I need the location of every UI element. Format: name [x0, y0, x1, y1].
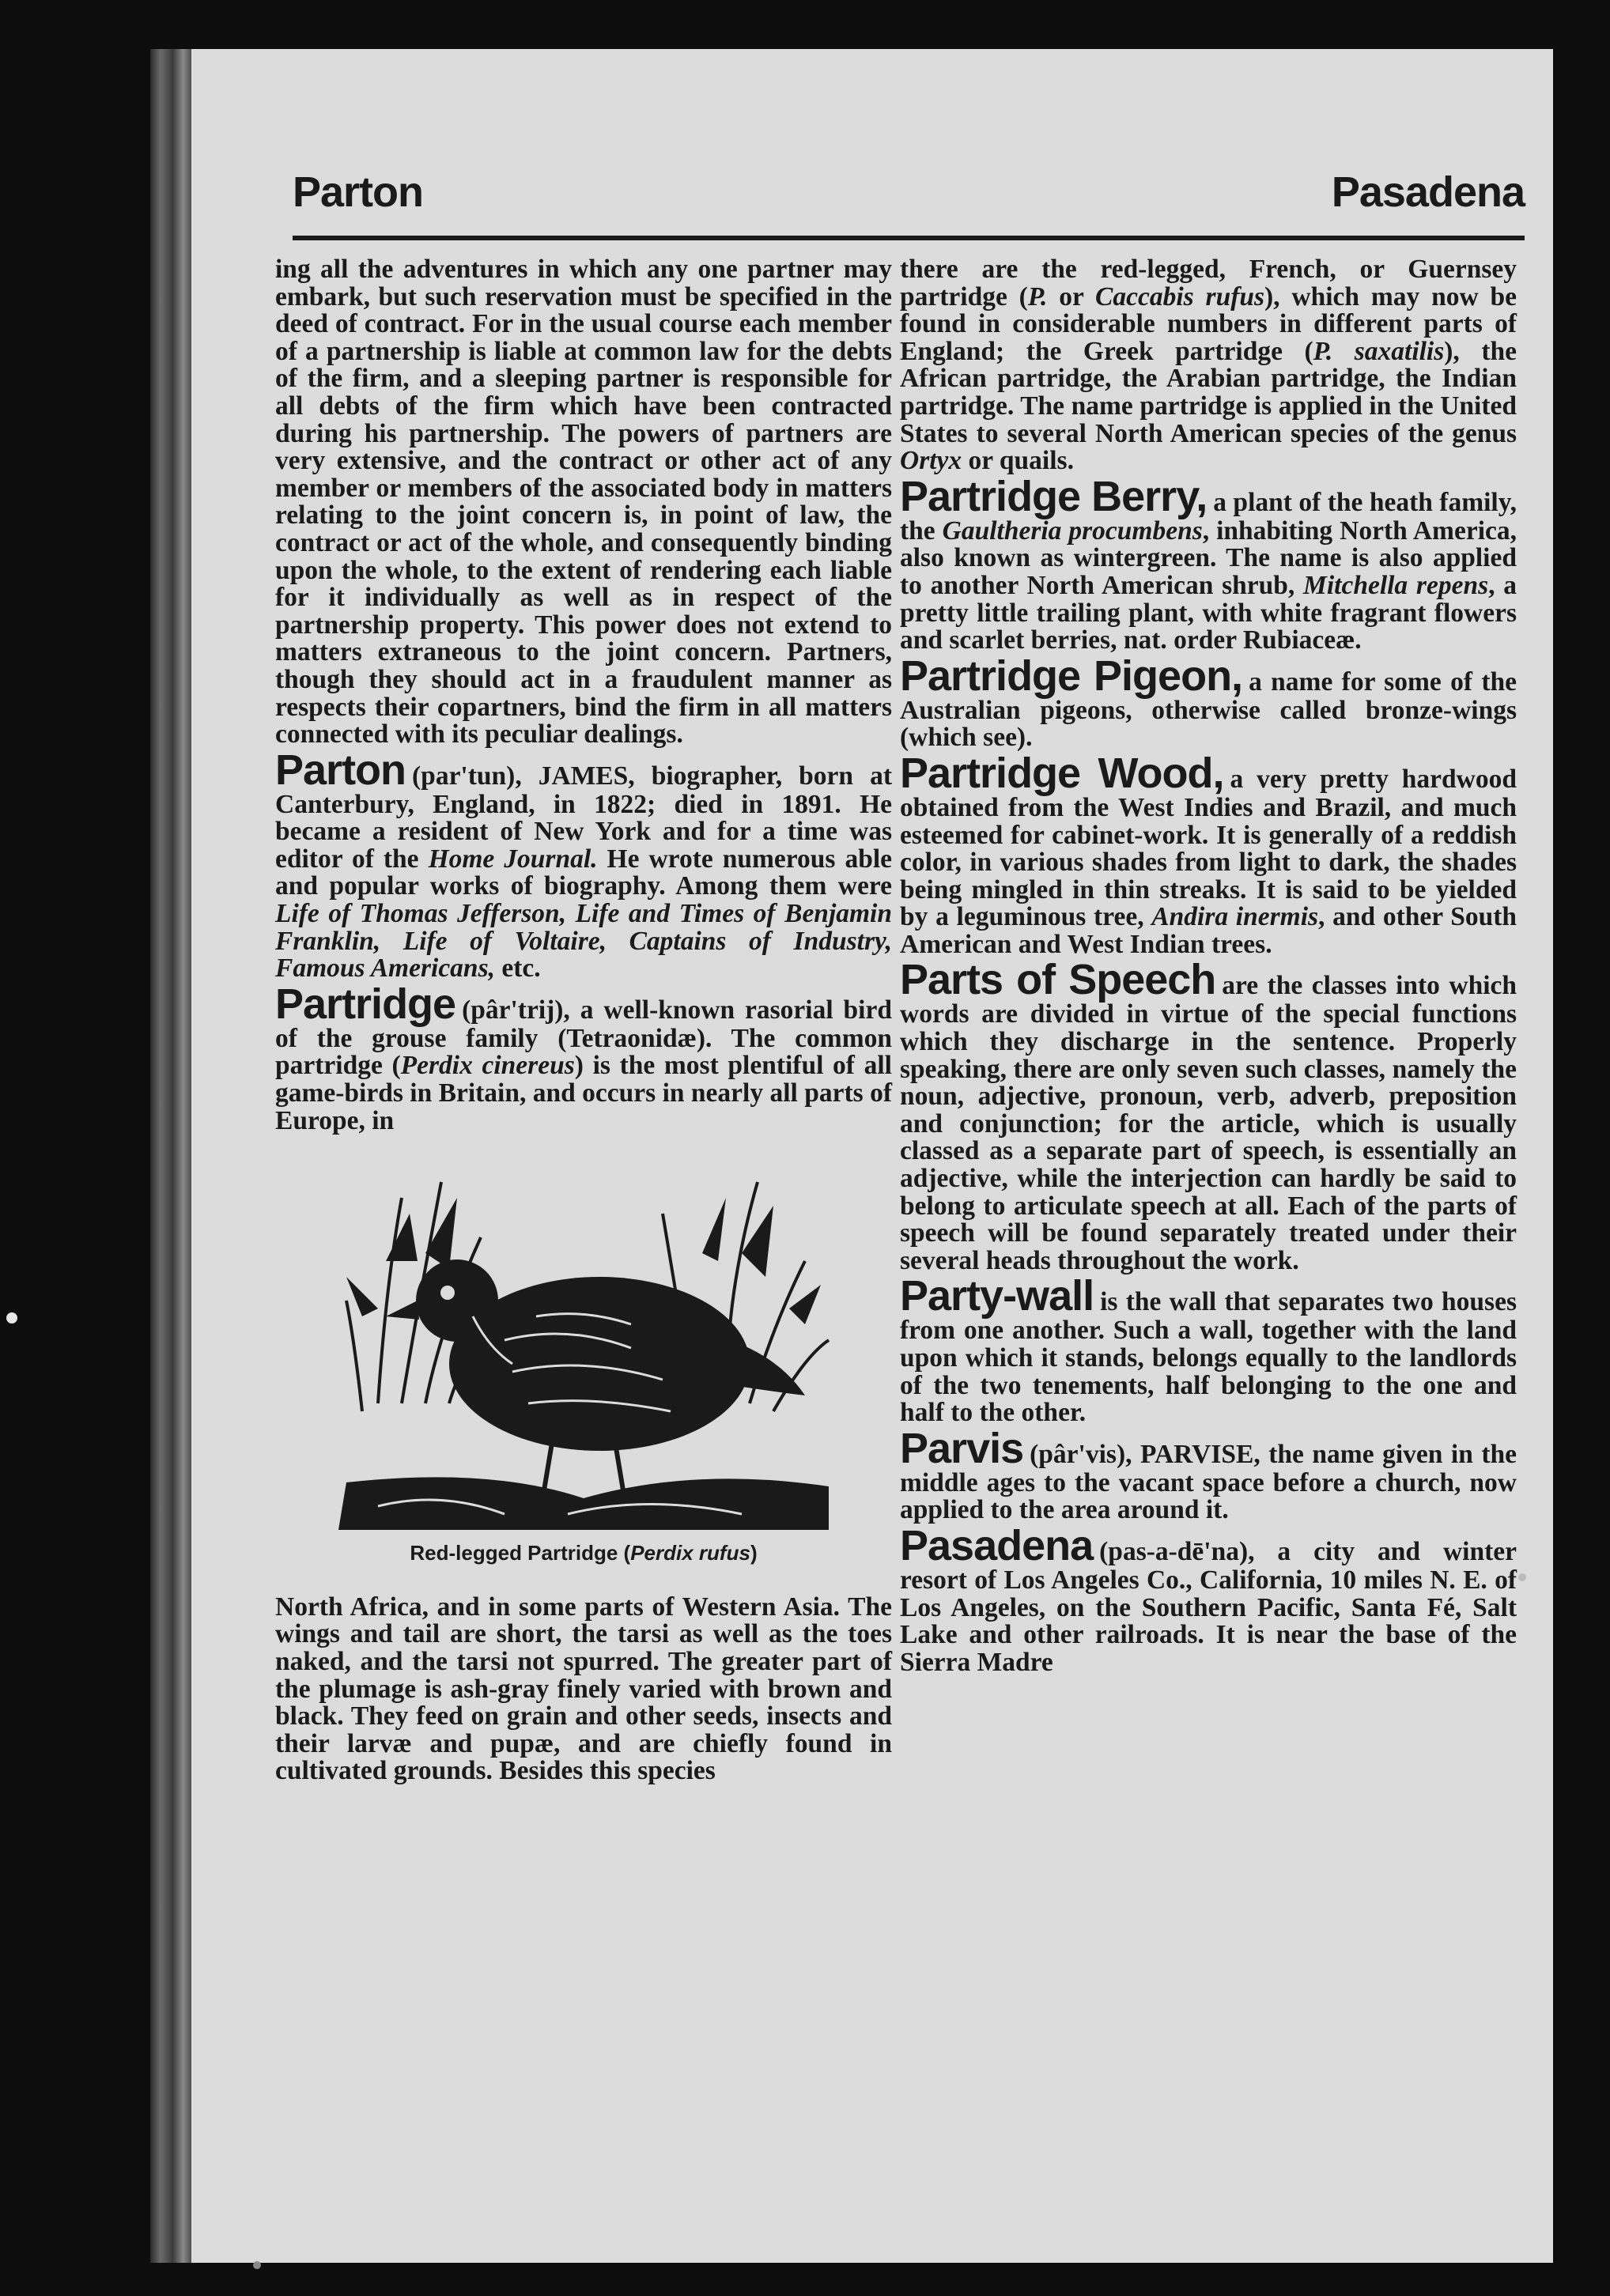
entry-partridge: Partridge (pâr'trij), a well-known rasorial bird of the grouse family (Tetraonidæ). The common partridge (Perdix cinereus) is the most plentiful of all game-birds in Britain, and occurs in nearly all parts of Europe, in — [275, 980, 892, 1135]
scan-speck — [6, 1312, 17, 1324]
partridge-engraving — [331, 1166, 837, 1530]
entry-partridge-wood: Partridge Wood, a very pretty hardwood obtained from the West Indies and Brazil, and much esteemed for cabinet-work. It is generally of a reddish color, in various shades from light to dark, the shades being mingled in thin streaks. It is said to be yielded by a leguminous tree, Andira inermis, and other South American and West Indian trees. — [900, 749, 1517, 959]
entry-partridge-berry: Partridge Berry, a plant of the heath family, the Gaultheria procumbens, inhabiting North America, also known as wintergreen. The name is also applied to another North American shrub, Mitchella repens, a pretty little trailing plant, with white fragrant flowers and scarlet berries, nat. order Rubiaceæ. — [900, 472, 1517, 655]
entry-heading-parton: Parton — [275, 746, 406, 794]
entry-pasadena: Pasadena (pas-a-dē'na), a city and winter resort of Los Angeles Co., California, 10 miles N. E. of Los Angeles, on the Southern Pacific, Santa Fé, Salt Lake and other railroads. It is near the base of the Sierra Madre — [900, 1521, 1517, 1677]
book-page — [191, 49, 1553, 2263]
entry-heading-partridge-wood: Partridge Wood, — [900, 749, 1224, 797]
scan-speck — [1518, 1573, 1526, 1581]
header-rule — [293, 236, 1525, 240]
entry-parts-of-speech: Parts of Speech are the classes into which words are divided in virtue of the special functions which they discharge in the sentence. Properly speaking, there are only seven such classes, namely the noun, adjective, pronoun, verb, adverb, preposition and conjunction; for the article, which is usually classed as a separate part of speech, is essentially an adjective, while the interjection can hardly be said to belong to articulate speech at all. Each of the parts of speech will be found separately treated under their several heads throughout the work. — [900, 956, 1517, 1275]
entry-heading-partridge-pigeon: Partridge Pigeon, — [900, 651, 1243, 700]
entry-heading-partridge-berry: Partridge Berry, — [900, 472, 1208, 520]
partridge-illustration — [331, 1166, 837, 1530]
entry-parton: Parton (par'tun), JAMES, biographer, born at Canterbury, England, in 1822; died in 1891. He became a resident of New York and for a time was editor of the Home Journal. He wrote numerous able and popular works of biography. Among them were Life of Thomas Jefferson, Life and Times of Benjamin Franklin, Life of Voltaire, Captains of Industry, Famous Americans, etc. — [275, 746, 893, 984]
left-column — [275, 256, 892, 1785]
partridge-continuation: North Africa, and in some parts of Western Asia. The wings and tail are short, the tarsi as well as the toes naked, and the tarsi not spurred. The greater part of the plumage is ash-gray finely varied with brown and black. They feed on grain and other seeds, insects and their larvæ and pupæ, and are chiefly found in cultivated grounds. Besides this species — [275, 1592, 892, 1786]
partridge-species-continuation: there are the red-legged, French, or Guernsey partridge (P. or Caccabis rufus), which may now be found in considerable numbers in different parts of England; the Greek partridge (P. saxatilis), the African partridge, the Arabian partridge, the Indian partridge. The name partridge is applied in the United States to several North American species of the genus Ortyx or quails. — [900, 255, 1517, 476]
figure-caption: Red-legged Partridge (Perdix rufus) — [410, 1541, 758, 1565]
entry-heading-parvis: Parvis — [900, 1424, 1024, 1472]
entry-heading-party-wall: Party-wall — [900, 1272, 1094, 1320]
book-spine-edge — [150, 49, 191, 2263]
scan-speck — [253, 2261, 261, 2269]
header-left-guideword: Parton — [293, 168, 424, 216]
entry-parvis: Parvis (pâr'vis), PARVISE, the name given in the middle ages to the vacant space before a church, now applied to the area around it. — [900, 1424, 1517, 1525]
header-right-guideword: Pasadena — [1331, 168, 1525, 216]
entry-partridge-pigeon: Partridge Pigeon, a name for some of the Australian pigeons, otherwise called bronze-wings (which see). — [900, 651, 1517, 753]
entry-heading-partridge: Partridge — [275, 980, 456, 1028]
entry-party-wall: Party-wall is the wall that separates two houses from one another. Such a wall, together with the land upon which it stands, belongs equally to the landlords of the two tenements, half belonging to the one and half to the other. — [900, 1272, 1517, 1428]
partnership-continuation: ing all the adventures in which any one partner may embark, but such reservation must be specified in the deed of contract. For in the usual course each member of a partnership is liable at common law for the debts of the firm, and a sleeping partner is responsible for all debts of the firm which have been contracted during his partnership. The powers of partners are very extensive, and the contract or other act of any member or members of the associated body in matters relating to the joint concern is, in point of law, the contract or act of the whole, and consequently binding upon the whole, to the extent of rendering each liable for it individually as well as in respect of the partnership property. This power does not extend to matters extraneous to the joint concern. Partners, though they should act in a fraudulent manner as respects their copartners, bind the firm in all matters connected with its peculiar dealings. — [275, 255, 892, 750]
entry-heading-pasadena: Pasadena — [900, 1521, 1094, 1569]
right-column — [900, 256, 1517, 1676]
entry-heading-parts-of-speech: Parts of Speech — [900, 956, 1216, 1004]
